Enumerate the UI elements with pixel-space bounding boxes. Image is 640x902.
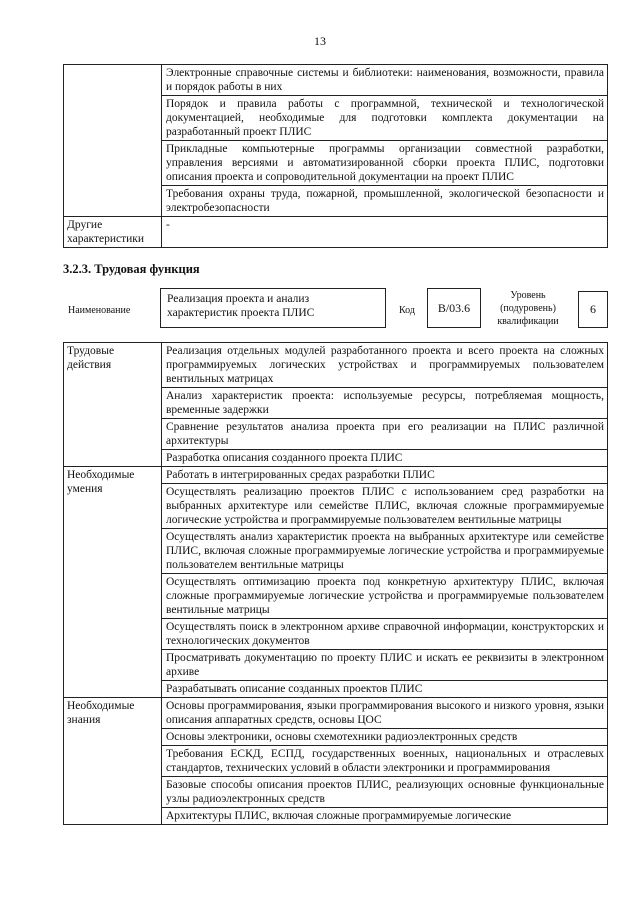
row-content: Основы электроники, основы схемотехники радиоэлектронных средств: [162, 729, 608, 746]
row-label: Трудовые действия: [64, 343, 162, 467]
row-content: Порядок и правила работы с программной, технической и технологической документацией, необходимые для подготовки комплекта документации на разработанный проект ПЛИС: [162, 96, 608, 141]
row-content: Просматривать документацию по проекту ПЛИС и искать ее реквизиты в электронном архиве: [162, 650, 608, 681]
section-heading: 3.2.3. Трудовая функция: [63, 262, 200, 276]
row-content: Осуществлять оптимизацию проекта под конкретную архитектуру ПЛИС, включая сложные программируемые логические устройства и программируемые пользователем вентильные матрицы: [162, 574, 608, 619]
level-label: Уровень (подуровень) квалификации: [497, 290, 559, 327]
function-code-value: B/03.6: [427, 288, 481, 328]
row-content: Осуществлять поиск в электронном архиве справочной информации, конструкторских и технологических документов: [162, 619, 608, 650]
row-content: Разрабатывать описание созданных проектов ПЛИС: [162, 681, 608, 698]
row-content: Требования охраны труда, пожарной, промышленной, экологической безопасности и электробезопасности: [162, 186, 608, 217]
row-label: Другие характеристики: [64, 217, 162, 248]
row-content: Реализация отдельных модулей разработанного проекта и всего проекта на сложных программируемых логических устройствах и программируемых пользователем вентильных матрицах: [162, 343, 608, 388]
row-content: Работать в интегрированных средах разработки ПЛИС: [162, 467, 608, 484]
row-content: Анализ характеристик проекта: используемые ресурсы, потребляемая мощность, временные задержки: [162, 388, 608, 419]
knowledge-table-continued: [63, 64, 608, 248]
row-content: Прикладные компьютерные программы организации совместной разработки, управления версиями и автоматизированной сборки проекта ПЛИС, подготовки описания проекта и сопроводительной документации на проект ПЛИС: [162, 141, 608, 186]
row-content: Электронные справочные системы и библиотеки: наименования, возможности, правила и порядок работы в них: [162, 65, 608, 96]
function-name-value: Реализация проекта и анализ характеристик проекта ПЛИС: [160, 288, 386, 328]
table-row: [64, 65, 608, 96]
table-row: [64, 467, 608, 484]
table-row: [64, 217, 608, 248]
row-label: Необходимые умения: [64, 467, 162, 698]
row-label: [64, 65, 162, 217]
row-content: Разработка описания созданного проекта ПЛИС: [162, 450, 608, 467]
row-content: Осуществлять анализ характеристик проекта на выбранных архитектуре или семействе ПЛИС, включая сложные программируемые логические устройства и программируемые пользователем вентильные матрицы: [162, 529, 608, 574]
row-content: Основы программирования, языки программирования высокого и низкого уровня, языки описания аппаратных средств, основы ЦОС: [162, 698, 608, 729]
row-content: Архитектуры ПЛИС, включая сложные программируемые логические: [162, 808, 608, 825]
table-row: [64, 343, 608, 388]
row-content: Требования ЕСКД, ЕСПД, государственных военных, национальных и отраслевых стандартов, технических условий в области электроники и программирования: [162, 746, 608, 777]
table-row: [64, 698, 608, 729]
row-content: Базовые способы описания проектов ПЛИС, реализующих основные функциональные узлы радиоэлектронных средств: [162, 777, 608, 808]
row-content: Осуществлять реализацию проектов ПЛИС с использованием сред разработки на выбранных архитектуре или семействе ПЛИС, включая сложные программируемые логические устройства и программируемые пользователем вентильные матрицы: [162, 484, 608, 529]
page-number: 13: [314, 34, 326, 48]
code-label: Код: [399, 305, 415, 316]
row-label: Необходимые знания: [64, 698, 162, 825]
labor-function-table: [63, 342, 608, 825]
name-label: Наименование: [68, 305, 131, 316]
level-value: 6: [578, 291, 608, 328]
row-content: Сравнение результатов анализа проекта при его реализации на ПЛИС различной архитектуры: [162, 419, 608, 450]
row-content: -: [162, 217, 608, 248]
